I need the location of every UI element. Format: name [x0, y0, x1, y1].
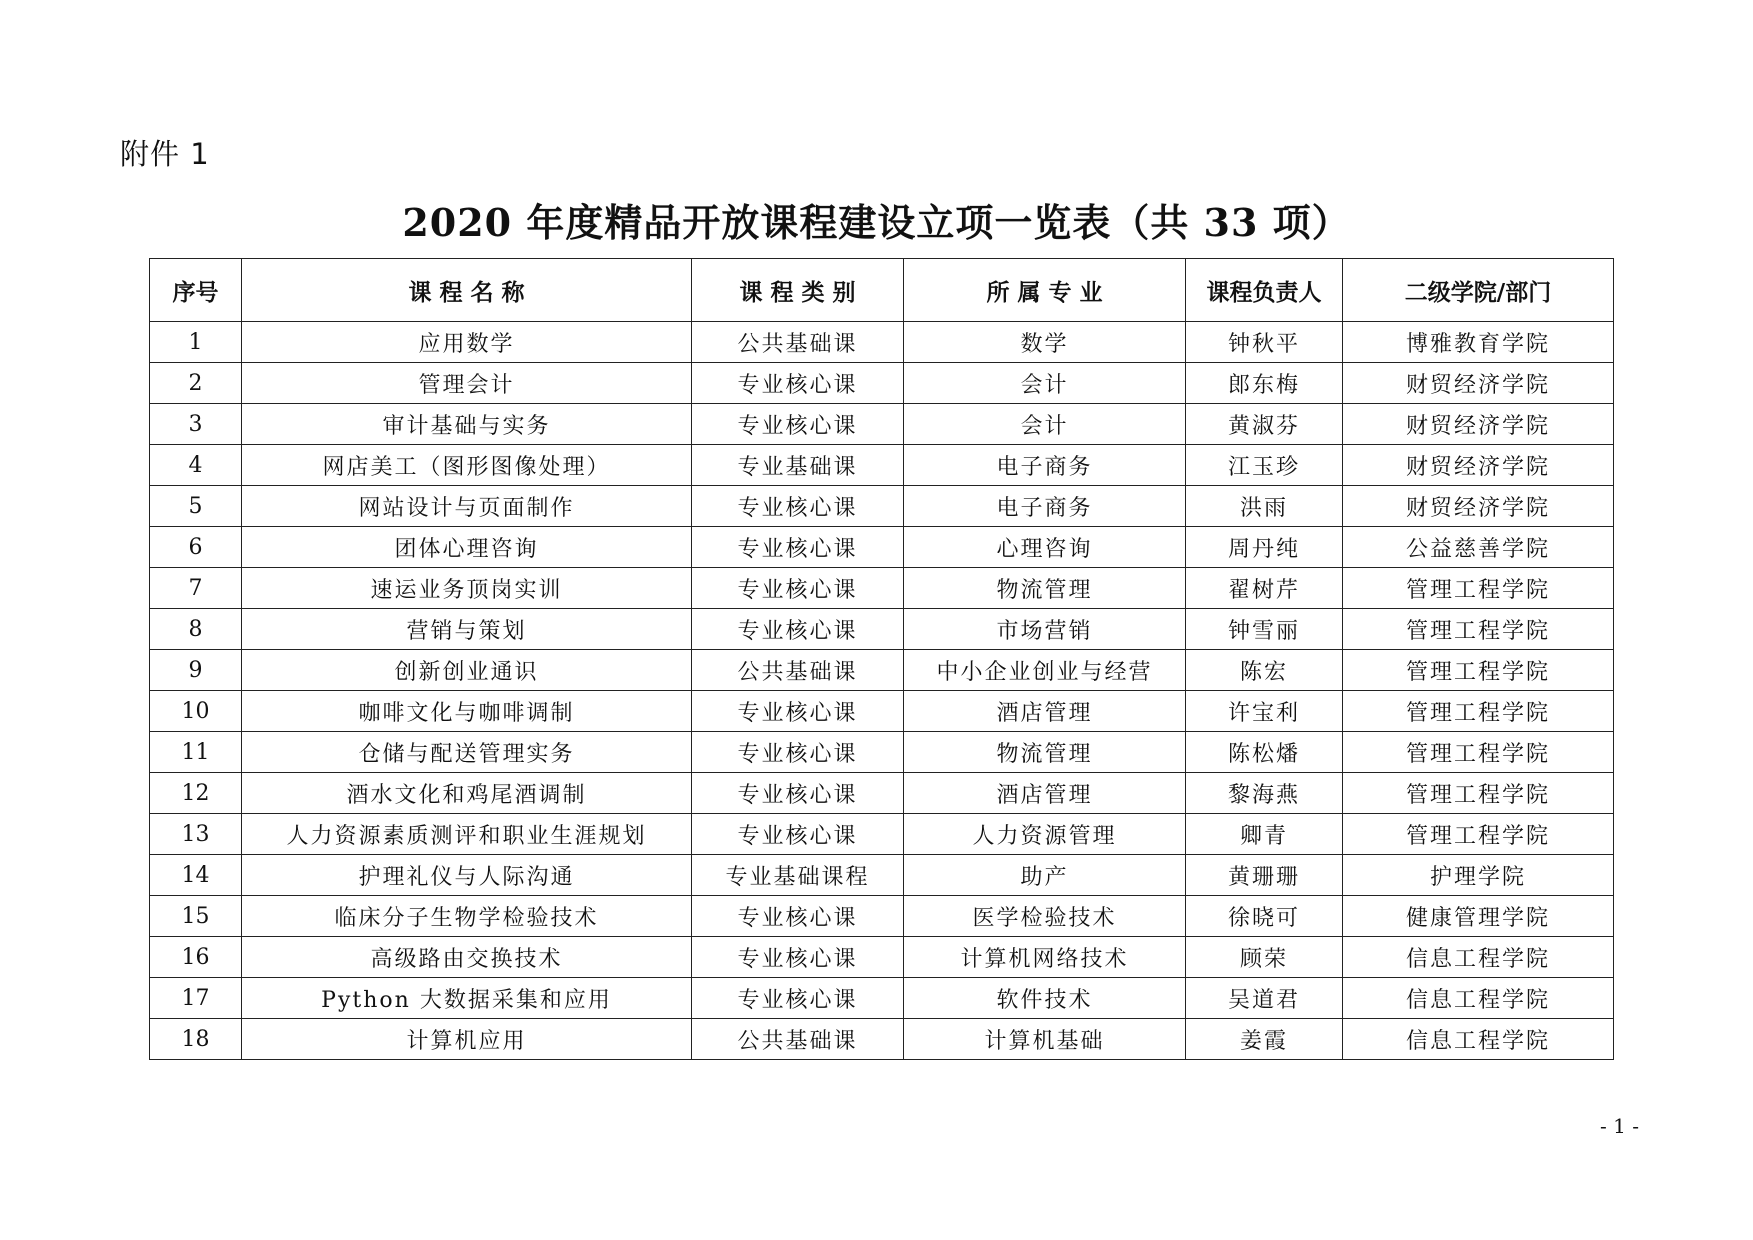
cell-course-name: 团体心理咨询 [242, 527, 692, 568]
cell-course-name: 计算机应用 [242, 1019, 692, 1060]
table-row [150, 568, 1614, 609]
cell-leader: 吴道君 [1186, 978, 1343, 1019]
cell-course-type: 专业核心课 [692, 363, 904, 404]
cell-course-name: 高级路由交换技术 [242, 937, 692, 978]
cell-major: 计算机基础 [904, 1019, 1186, 1060]
table-row [150, 404, 1614, 445]
cell-course-type: 专业基础课程 [692, 855, 904, 896]
cell-leader: 周丹纯 [1186, 527, 1343, 568]
table-row [150, 1019, 1614, 1060]
cell-college: 管理工程学院 [1343, 650, 1614, 691]
header-leader: 课程负责人 [1186, 259, 1343, 322]
cell-seq: 2 [150, 363, 242, 404]
cell-leader: 江玉珍 [1186, 445, 1343, 486]
header-major: 所 属 专 业 [904, 259, 1186, 322]
header-course-type: 课 程 类 别 [692, 259, 904, 322]
cell-course-type: 专业核心课 [692, 978, 904, 1019]
cell-leader: 钟雪丽 [1186, 609, 1343, 650]
cell-course-name: 网店美工（图形图像处理） [242, 445, 692, 486]
cell-college: 管理工程学院 [1343, 773, 1614, 814]
cell-course-type: 专业核心课 [692, 896, 904, 937]
cell-course-name: 营销与策划 [242, 609, 692, 650]
cell-seq: 14 [150, 855, 242, 896]
course-table [149, 258, 1614, 1060]
cell-course-type: 公共基础课 [692, 322, 904, 363]
cell-leader: 卿青 [1186, 814, 1343, 855]
cell-seq: 17 [150, 978, 242, 1019]
cell-course-name: 网站设计与页面制作 [242, 486, 692, 527]
cell-course-name: Python 大数据采集和应用 [242, 978, 692, 1019]
cell-leader: 徐晓可 [1186, 896, 1343, 937]
header-seq: 序号 [150, 259, 242, 322]
cell-leader: 黄淑芬 [1186, 404, 1343, 445]
cell-major: 会计 [904, 404, 1186, 445]
cell-major: 物流管理 [904, 568, 1186, 609]
cell-course-type: 专业核心课 [692, 691, 904, 732]
table-row [150, 322, 1614, 363]
cell-course-type: 专业核心课 [692, 814, 904, 855]
cell-course-type: 专业核心课 [692, 937, 904, 978]
cell-college: 公益慈善学院 [1343, 527, 1614, 568]
cell-course-type: 专业核心课 [692, 486, 904, 527]
cell-course-name: 创新创业通识 [242, 650, 692, 691]
header-college: 二级学院/部门 [1343, 259, 1614, 322]
cell-course-name: 护理礼仪与人际沟通 [242, 855, 692, 896]
cell-major: 中小企业创业与经营 [904, 650, 1186, 691]
header-course-name: 课 程 名 称 [242, 259, 692, 322]
cell-major: 人力资源管理 [904, 814, 1186, 855]
cell-major: 会计 [904, 363, 1186, 404]
cell-seq: 11 [150, 732, 242, 773]
table-row [150, 609, 1614, 650]
cell-course-name: 咖啡文化与咖啡调制 [242, 691, 692, 732]
cell-course-name: 管理会计 [242, 363, 692, 404]
table-row [150, 896, 1614, 937]
cell-course-type: 专业基础课 [692, 445, 904, 486]
cell-seq: 12 [150, 773, 242, 814]
table-row [150, 650, 1614, 691]
cell-course-type: 专业核心课 [692, 404, 904, 445]
page-number: - 1 - [1600, 1114, 1639, 1138]
cell-leader: 陈宏 [1186, 650, 1343, 691]
table-row [150, 814, 1614, 855]
cell-major: 助产 [904, 855, 1186, 896]
cell-college: 管理工程学院 [1343, 609, 1614, 650]
cell-college: 管理工程学院 [1343, 814, 1614, 855]
cell-major: 软件技术 [904, 978, 1186, 1019]
cell-leader: 黄珊珊 [1186, 855, 1343, 896]
cell-major: 酒店管理 [904, 691, 1186, 732]
cell-seq: 3 [150, 404, 242, 445]
table-row [150, 363, 1614, 404]
cell-seq: 7 [150, 568, 242, 609]
cell-seq: 16 [150, 937, 242, 978]
cell-seq: 1 [150, 322, 242, 363]
cell-college: 信息工程学院 [1343, 978, 1614, 1019]
cell-course-type: 专业核心课 [692, 773, 904, 814]
cell-major: 电子商务 [904, 486, 1186, 527]
cell-college: 管理工程学院 [1343, 691, 1614, 732]
cell-college: 信息工程学院 [1343, 1019, 1614, 1060]
document-title: 2020 年度精品开放课程建设立项一览表（共 33 项） [402, 200, 1351, 245]
cell-seq: 5 [150, 486, 242, 527]
cell-college: 健康管理学院 [1343, 896, 1614, 937]
attachment-label: 附件 1 [120, 137, 210, 171]
cell-major: 数学 [904, 322, 1186, 363]
cell-course-type: 公共基础课 [692, 650, 904, 691]
cell-course-type: 专业核心课 [692, 568, 904, 609]
table-row [150, 978, 1614, 1019]
cell-college: 信息工程学院 [1343, 937, 1614, 978]
cell-course-type: 专业核心课 [692, 609, 904, 650]
cell-leader: 翟树芹 [1186, 568, 1343, 609]
cell-seq: 4 [150, 445, 242, 486]
cell-college: 财贸经济学院 [1343, 404, 1614, 445]
cell-course-name: 人力资源素质测评和职业生涯规划 [242, 814, 692, 855]
cell-seq: 18 [150, 1019, 242, 1060]
cell-college: 财贸经济学院 [1343, 445, 1614, 486]
cell-college: 财贸经济学院 [1343, 486, 1614, 527]
cell-course-type: 专业核心课 [692, 732, 904, 773]
cell-course-name: 速运业务顶岗实训 [242, 568, 692, 609]
cell-seq: 13 [150, 814, 242, 855]
cell-seq: 10 [150, 691, 242, 732]
cell-major: 物流管理 [904, 732, 1186, 773]
cell-college: 管理工程学院 [1343, 732, 1614, 773]
cell-course-name: 临床分子生物学检验技术 [242, 896, 692, 937]
table-row [150, 445, 1614, 486]
cell-course-type: 公共基础课 [692, 1019, 904, 1060]
cell-major: 酒店管理 [904, 773, 1186, 814]
cell-leader: 黎海燕 [1186, 773, 1343, 814]
cell-leader: 洪雨 [1186, 486, 1343, 527]
table-row [150, 732, 1614, 773]
table-row [150, 486, 1614, 527]
cell-seq: 6 [150, 527, 242, 568]
table-row [150, 773, 1614, 814]
cell-major: 电子商务 [904, 445, 1186, 486]
table-row [150, 527, 1614, 568]
cell-major: 医学检验技术 [904, 896, 1186, 937]
cell-major: 市场营销 [904, 609, 1186, 650]
cell-course-name: 酒水文化和鸡尾酒调制 [242, 773, 692, 814]
cell-seq: 8 [150, 609, 242, 650]
cell-seq: 15 [150, 896, 242, 937]
cell-college: 护理学院 [1343, 855, 1614, 896]
table-body [150, 322, 1614, 1060]
table-row [150, 937, 1614, 978]
cell-leader: 钟秋平 [1186, 322, 1343, 363]
cell-leader: 许宝利 [1186, 691, 1343, 732]
cell-college: 管理工程学院 [1343, 568, 1614, 609]
cell-seq: 9 [150, 650, 242, 691]
cell-course-name: 仓储与配送管理实务 [242, 732, 692, 773]
cell-major: 计算机网络技术 [904, 937, 1186, 978]
cell-leader: 顾荣 [1186, 937, 1343, 978]
table-row [150, 855, 1614, 896]
cell-college: 财贸经济学院 [1343, 363, 1614, 404]
cell-course-name: 审计基础与实务 [242, 404, 692, 445]
table-header-row [150, 259, 1614, 322]
cell-leader: 陈松燔 [1186, 732, 1343, 773]
cell-college: 博雅教育学院 [1343, 322, 1614, 363]
cell-leader: 郎东梅 [1186, 363, 1343, 404]
cell-leader: 姜霞 [1186, 1019, 1343, 1060]
cell-course-type: 专业核心课 [692, 527, 904, 568]
table-row [150, 691, 1614, 732]
cell-course-name: 应用数学 [242, 322, 692, 363]
cell-major: 心理咨询 [904, 527, 1186, 568]
